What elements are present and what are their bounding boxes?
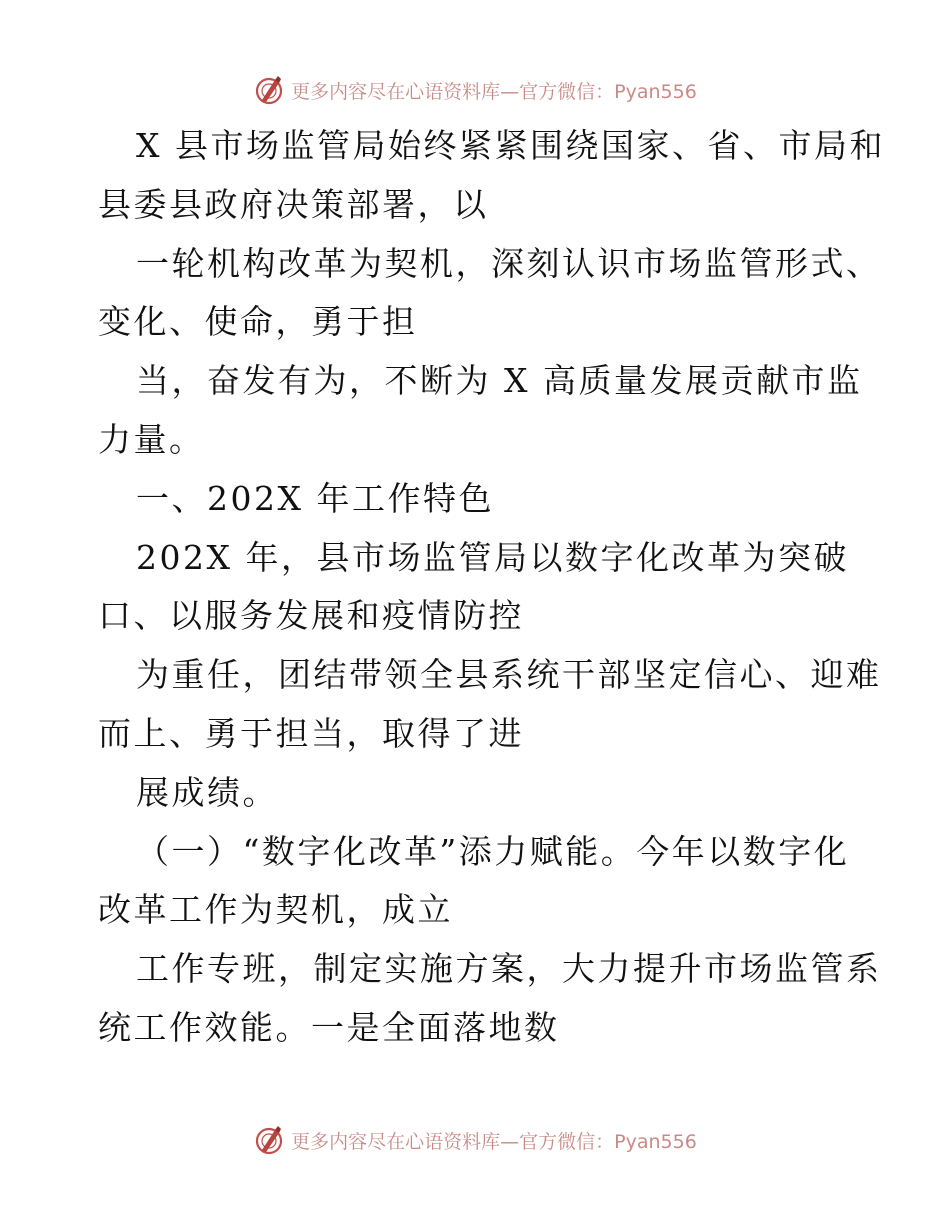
paragraph-line: 而上、勇于担当，取得了进 — [98, 713, 524, 753]
paragraph-line: 变化、使命，勇于担 — [98, 302, 418, 342]
paragraph-line: 力量。 — [98, 419, 205, 459]
paragraph-line: 统工作效能。一是全面落地数 — [98, 1007, 560, 1047]
paragraph-line: 展成绩。 — [136, 772, 278, 812]
watermark-text: 更多内容尽在心语资料库—官方微信：Pyan556 — [291, 1130, 697, 1153]
footer-watermark — [0, 1120, 950, 1160]
header-watermark — [0, 70, 950, 110]
paragraph-line: 县委县政府决策部署，以 — [98, 184, 489, 224]
paragraph-line: 一、202X 年工作特色 — [136, 478, 494, 518]
paragraph-line: 为重任，团结带领全县系统干部坚定信心、迎难 — [136, 655, 882, 695]
pen-circle-icon — [253, 74, 285, 106]
paragraph-line: 工作专班，制定实施方案，大力提升市场监管系 — [136, 949, 882, 989]
pen-circle-icon — [253, 1124, 285, 1156]
paragraph-line: （一）“数字化改革”添力赋能。今年以数字化 — [136, 831, 850, 871]
paragraph-line: 口、以服务发展和疫情防控 — [98, 596, 524, 636]
paragraph-line: X 县市场监管局始终紧紧围绕国家、省、市局和 — [136, 126, 885, 165]
paragraph-line: 改革工作为契机，成立 — [98, 890, 453, 930]
paragraph-line: 202X 年，县市场监管局以数字化改革为突破 — [136, 537, 849, 577]
paragraph-line: 当，奋发有为，不断为 X 高质量发展贡献市监 — [136, 361, 863, 401]
document-body — [98, 117, 885, 1058]
watermark-text: 更多内容尽在心语资料库—官方微信：Pyan556 — [291, 80, 697, 103]
paragraph-line: 一轮机构改革为契机，深刻认识市场监管形式、 — [136, 243, 882, 283]
